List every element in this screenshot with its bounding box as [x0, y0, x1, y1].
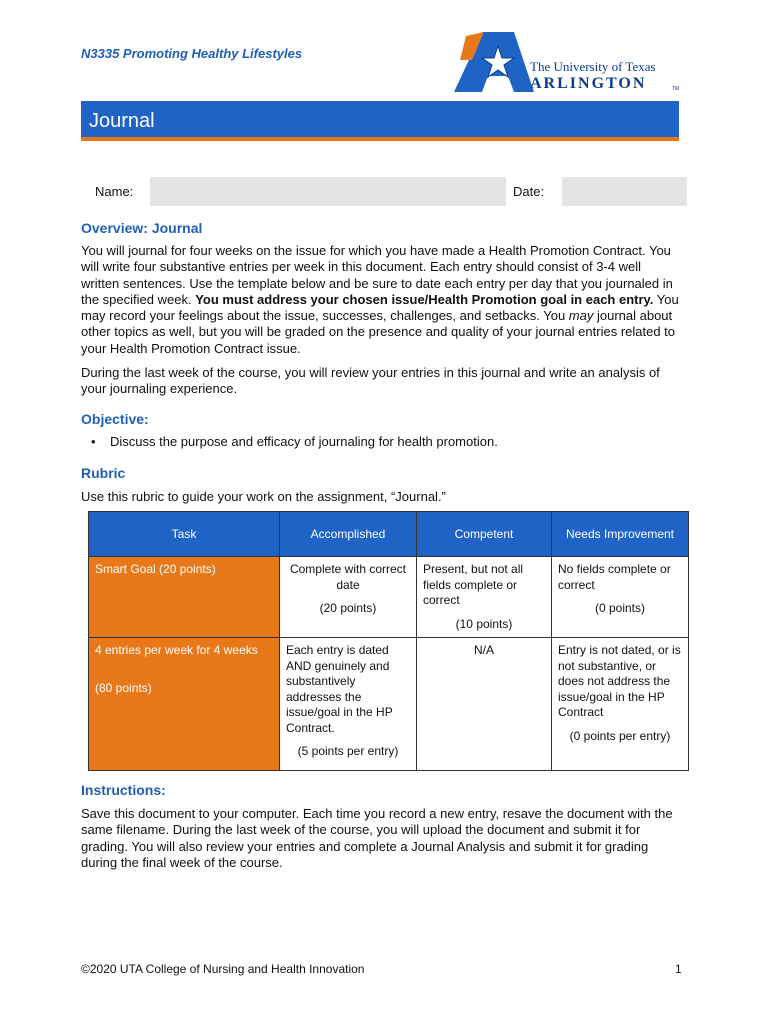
instructions-paragraph: Save this document to your computer. Each time you record a new entry, resave the document with the same filename. During the last week of the course, you will upload the document and submit it for grading. You will also review your entries and complete a Journal Analysis and submit it for grading during the final week of the course.: [81, 806, 673, 870]
uta-logo: [452, 30, 684, 98]
needs-improvement-text: No fields complete or correct: [558, 562, 671, 592]
column-header-competent: Competent: [417, 512, 552, 557]
column-header-accomplished: Accomplished: [280, 512, 417, 557]
table-row: [89, 638, 689, 771]
bullet-icon: •: [91, 434, 96, 449]
competent-cell: [417, 557, 552, 638]
needs-improvement-points: (0 points per entry): [569, 728, 671, 743]
column-header-task: Task: [89, 512, 280, 557]
rubric-header-row: [89, 512, 689, 557]
needs-improvement-text: Entry is not dated, or is not substantive, or does not address the issue/goal in the HP Contract: [558, 643, 681, 719]
date-label: Date:: [513, 184, 545, 199]
overview-text-2: You may record your feelings about the issue, successes, challenges, and setbacks. You: [81, 291, 679, 324]
task-label: Smart Goal (20 points): [95, 562, 216, 576]
competent-text: N/A: [473, 643, 494, 657]
overview-heading: Overview: Journal: [81, 220, 203, 236]
competent-text: Present, but not all fields complete or correct: [423, 562, 524, 607]
uta-a-star-icon: [452, 30, 542, 98]
page-title: Journal: [89, 110, 155, 132]
competent-cell: [417, 638, 552, 771]
name-field[interactable]: [150, 177, 506, 206]
accomplished-text: Complete with correct date: [289, 562, 407, 592]
date-field[interactable]: [562, 177, 687, 206]
title-banner: [81, 101, 679, 141]
task-cell: [89, 557, 280, 638]
accomplished-points: (20 points): [319, 601, 377, 615]
overview-bold-text: You must address your chosen issue/Health Promotion goal in each entry.: [195, 291, 654, 307]
competent-points: (10 points): [455, 616, 513, 631]
overview-paragraph-2: During the last week of the course, you will review your entries in this journal and write an analysis of your journaling experience.: [81, 365, 660, 397]
accomplished-cell: [280, 638, 417, 771]
needs-improvement-cell: [552, 557, 689, 638]
overview-text-3: journal about other topics as well, but you will be graded on the presence and quality of your journal entries related to your Health Promotion Contract issue.: [81, 308, 676, 356]
logo-line1: The University of Texas: [530, 59, 656, 74]
accomplished-text: Each entry is dated AND genuinely and substantively addresses the issue/goal in the HP Contract.: [286, 643, 393, 735]
needs-improvement-cell: [552, 638, 689, 771]
logo-tm: TM: [672, 86, 680, 92]
objective-heading: Objective:: [81, 411, 149, 427]
rubric-heading: Rubric: [81, 465, 126, 481]
overview-paragraph-1: [81, 243, 681, 357]
name-label: Name:: [95, 184, 134, 199]
overview-text-1: You will journal for four weeks on the issue for which you have made a Health Promotion Contract. You will write four substantive entries per week in this document. Each entry should consist of 3-4 well written sentences. Use the template below and be sure to date each entry per day that you journaled in the specified week.: [81, 243, 673, 307]
task-label: 4 entries per week for 4 weeks: [95, 643, 258, 657]
needs-improvement-points: (0 points): [594, 601, 646, 615]
rubric-table: [88, 511, 689, 771]
course-title: N3335 Promoting Healthy Lifestyles: [81, 46, 303, 61]
column-header-needs-improvement: Needs Improvement: [552, 512, 689, 557]
rubric-intro: Use this rubric to guide your work on the assignment, “Journal.”: [81, 489, 446, 504]
instructions-heading: Instructions:: [81, 782, 166, 798]
accomplished-points: (5 points per entry): [297, 744, 399, 758]
task-cell: [89, 638, 280, 771]
overview-italic-text: may: [568, 308, 594, 324]
footer-copyright: ©2020 UTA College of Nursing and Health Innovation: [81, 962, 365, 976]
logo-line2: ARLINGTON: [530, 75, 647, 92]
objective-bullet: [91, 434, 498, 449]
task-points: (80 points): [95, 680, 152, 695]
objective-text: Discuss the purpose and efficacy of journaling for health promotion.: [110, 434, 498, 449]
table-row: [89, 557, 689, 638]
accomplished-cell: [280, 557, 417, 638]
page-number: 1: [675, 962, 682, 976]
